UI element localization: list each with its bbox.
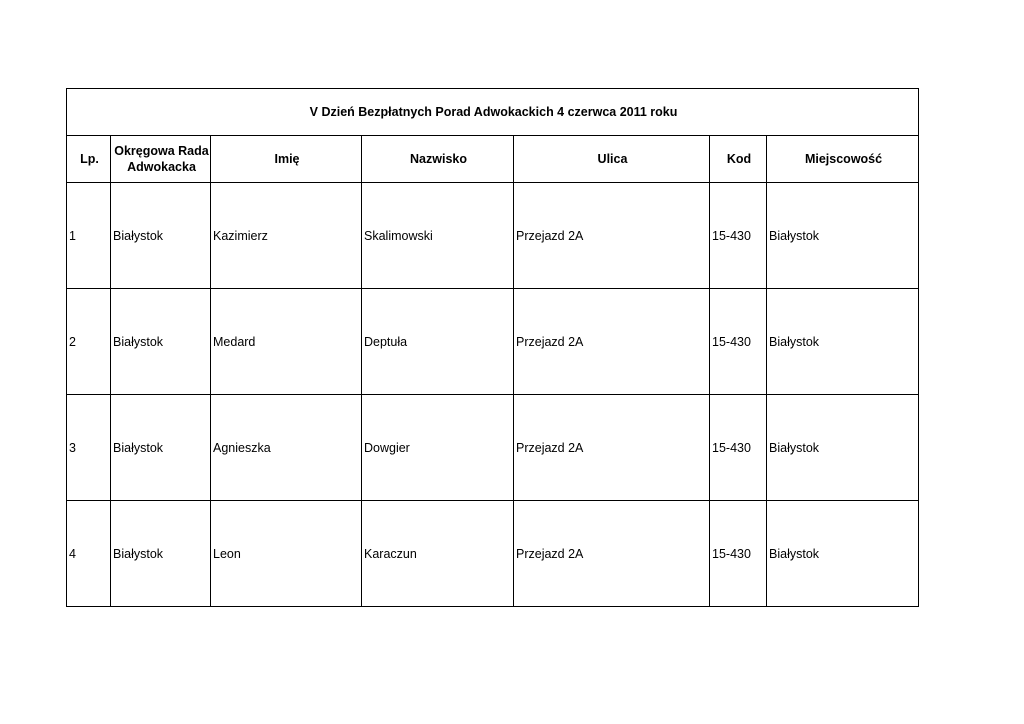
cell-rada: Białystok bbox=[111, 501, 211, 607]
table-row bbox=[67, 183, 919, 289]
cell-lp: 2 bbox=[67, 289, 111, 395]
cell-ulica: Przejazd 2A bbox=[514, 289, 710, 395]
cell-lp: 3 bbox=[67, 395, 111, 501]
cell-kod: 15-430 bbox=[710, 501, 767, 607]
cell-imie: Medard bbox=[211, 289, 362, 395]
header-row bbox=[67, 136, 919, 183]
header-okregowa-rada-line2: Adwokacka bbox=[127, 160, 196, 174]
cell-lp: 1 bbox=[67, 183, 111, 289]
header-miejscowosc: Miejscowość bbox=[767, 136, 919, 183]
cell-nazwisko: Skalimowski bbox=[362, 183, 514, 289]
cell-imie: Agnieszka bbox=[211, 395, 362, 501]
cell-nazwisko: Karaczun bbox=[362, 501, 514, 607]
cell-miejscowosc: Białystok bbox=[767, 183, 919, 289]
cell-kod: 15-430 bbox=[710, 183, 767, 289]
cell-imie: Kazimierz bbox=[211, 183, 362, 289]
header-okregowa-rada-line1: Okręgowa Rada bbox=[114, 144, 209, 158]
table-title: V Dzień Bezpłatnych Porad Adwokackich 4 czerwca 2011 roku bbox=[67, 89, 919, 136]
advocates-table bbox=[66, 88, 919, 607]
header-kod: Kod bbox=[710, 136, 767, 183]
cell-lp: 4 bbox=[67, 501, 111, 607]
cell-rada: Białystok bbox=[111, 395, 211, 501]
header-imie: Imię bbox=[211, 136, 362, 183]
title-row bbox=[67, 89, 919, 136]
cell-ulica: Przejazd 2A bbox=[514, 501, 710, 607]
cell-miejscowosc: Białystok bbox=[767, 501, 919, 607]
cell-nazwisko: Dowgier bbox=[362, 395, 514, 501]
cell-rada: Białystok bbox=[111, 289, 211, 395]
cell-imie: Leon bbox=[211, 501, 362, 607]
cell-kod: 15-430 bbox=[710, 289, 767, 395]
cell-ulica: Przejazd 2A bbox=[514, 183, 710, 289]
cell-miejscowosc: Białystok bbox=[767, 289, 919, 395]
cell-miejscowosc: Białystok bbox=[767, 395, 919, 501]
table-row bbox=[67, 395, 919, 501]
header-okregowa-rada bbox=[111, 136, 211, 183]
header-lp: Lp. bbox=[67, 136, 111, 183]
cell-kod: 15-430 bbox=[710, 395, 767, 501]
header-nazwisko: Nazwisko bbox=[362, 136, 514, 183]
table-row bbox=[67, 501, 919, 607]
table-row bbox=[67, 289, 919, 395]
cell-rada: Białystok bbox=[111, 183, 211, 289]
cell-nazwisko: Deptuła bbox=[362, 289, 514, 395]
cell-ulica: Przejazd 2A bbox=[514, 395, 710, 501]
header-ulica: Ulica bbox=[514, 136, 710, 183]
